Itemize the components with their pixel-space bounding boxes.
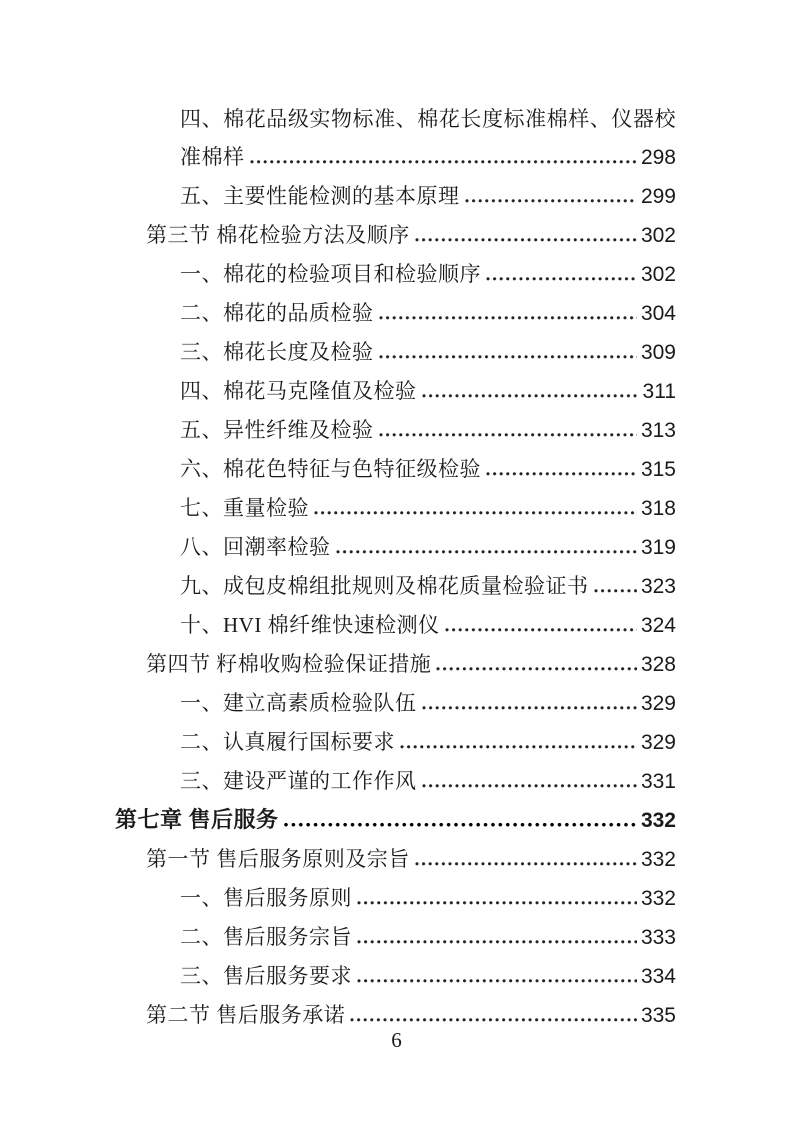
toc-entry-text: 准棉样	[180, 145, 245, 169]
dot-leader	[445, 627, 637, 632]
dot-leader	[379, 315, 637, 320]
toc-entry-text: 第四节 籽棉收购检验保证措施	[146, 652, 432, 676]
dot-leader	[422, 705, 637, 710]
dot-leader	[336, 549, 637, 554]
toc-page-number: 324	[640, 614, 676, 637]
toc-entry-text: 五、主要性能检测的基本原理	[180, 184, 460, 208]
toc-entry-text: 第七章 售后服务	[115, 807, 279, 832]
toc-entry-text: 九、成包皮棉组批规则及棉花质量检验证书	[180, 574, 589, 598]
toc-entry[interactable]	[115, 333, 676, 372]
toc-entry-text: 第一节 售后服务原则及宗旨	[146, 847, 410, 871]
toc-page-number: 304	[640, 302, 676, 325]
toc-page-number: 332	[640, 887, 676, 910]
toc-entry[interactable]	[115, 100, 676, 177]
toc-entry[interactable]	[115, 840, 676, 879]
toc-page-number: 313	[640, 419, 676, 442]
toc-entry[interactable]	[115, 372, 676, 411]
toc-entry-text: 三、建设严谨的工作作风	[180, 769, 417, 793]
toc-page-number: 315	[640, 458, 676, 481]
toc-entry-text: 八、回潮率检验	[180, 535, 331, 559]
toc-page-number: 302	[640, 224, 676, 247]
dot-leader	[284, 822, 637, 827]
page-number: 6	[391, 1028, 402, 1052]
toc-entry[interactable]	[115, 918, 676, 957]
dot-leader	[250, 159, 637, 164]
toc-entry[interactable]	[115, 606, 676, 645]
toc-entry[interactable]	[115, 294, 676, 333]
dot-leader	[486, 276, 637, 281]
dot-leader	[415, 237, 637, 242]
toc-page-number: 332	[640, 848, 676, 871]
toc-entry[interactable]	[115, 645, 676, 684]
toc-page-number: 323	[640, 575, 676, 598]
toc-entry-text: 一、棉花的检验项目和检验顺序	[180, 262, 481, 286]
toc-entry[interactable]	[115, 528, 676, 567]
dot-leader	[436, 666, 637, 671]
toc-entry-text: 二、售后服务宗旨	[180, 925, 352, 949]
toc-entry[interactable]	[115, 450, 676, 489]
toc-page-number: 299	[640, 185, 676, 208]
toc-entry-text: 五、异性纤维及检验	[180, 418, 374, 442]
toc-page-number: 311	[642, 380, 676, 403]
dot-leader	[314, 510, 637, 515]
page-footer	[0, 1021, 793, 1059]
toc-page-number: 329	[640, 692, 676, 715]
toc-page-number: 298	[640, 146, 676, 169]
toc-page-number: 328	[640, 653, 676, 676]
toc-page-number: 319	[640, 536, 676, 559]
toc-entry[interactable]	[115, 216, 676, 255]
toc-entry-text: 四、棉花马克隆值及检验	[180, 379, 417, 403]
toc-entry-text: 第三节 棉花检验方法及顺序	[146, 223, 410, 247]
toc-page-number: 332	[640, 809, 676, 832]
toc-entry[interactable]	[115, 879, 676, 918]
toc-entry-text: 一、售后服务原则	[180, 886, 352, 910]
toc-entry-text: 六、棉花色特征与色特征级检验	[180, 457, 481, 481]
toc-entry[interactable]	[115, 177, 676, 216]
toc-page-number: 318	[640, 497, 676, 520]
toc-entry-text: 二、认真履行国标要求	[180, 730, 395, 754]
toc-entry-text: 第二节 售后服务承诺	[146, 1003, 346, 1027]
toc-entry-text: 四、棉花品级实物标准、棉花长度标准棉样、仪器校	[180, 107, 676, 131]
toc-entry[interactable]	[115, 762, 676, 801]
toc-page-number: 331	[640, 770, 676, 793]
dot-leader	[465, 198, 637, 203]
toc-entry[interactable]	[115, 411, 676, 450]
toc-page-number: 335	[640, 1004, 676, 1027]
dot-leader	[486, 471, 637, 476]
toc-page-number: 302	[640, 263, 676, 286]
toc-entry[interactable]	[115, 567, 676, 606]
toc-entry-text: 七、重量检验	[180, 496, 309, 520]
toc-entry-text: 三、棉花长度及检验	[180, 340, 374, 364]
dot-leader	[379, 354, 637, 359]
dot-leader	[400, 744, 637, 749]
dot-leader	[422, 783, 637, 788]
toc-page-number: 329	[640, 731, 676, 754]
dot-leader	[357, 939, 637, 944]
toc-entry[interactable]	[115, 684, 676, 723]
dot-leader	[594, 588, 637, 593]
dot-leader	[415, 861, 637, 866]
toc-page-number: 334	[640, 965, 676, 988]
dot-leader	[357, 978, 637, 983]
table-of-contents	[115, 100, 676, 1035]
toc-entry[interactable]	[115, 957, 676, 996]
toc-entry[interactable]	[115, 255, 676, 294]
dot-leader	[357, 900, 637, 905]
toc-page-number: 309	[640, 341, 676, 364]
toc-entry[interactable]	[115, 723, 676, 762]
toc-entry-text: 二、棉花的品质检验	[180, 301, 374, 325]
toc-entry[interactable]	[115, 489, 676, 528]
toc-page-number: 333	[640, 926, 676, 949]
toc-entry-text: 一、建立高素质检验队伍	[180, 691, 417, 715]
dot-leader	[422, 393, 639, 398]
toc-entry-text: 十、HVI 棉纤维快速检测仪	[180, 613, 440, 637]
toc-entry-text: 三、售后服务要求	[180, 964, 352, 988]
dot-leader	[379, 432, 637, 437]
toc-entry[interactable]	[115, 801, 676, 840]
